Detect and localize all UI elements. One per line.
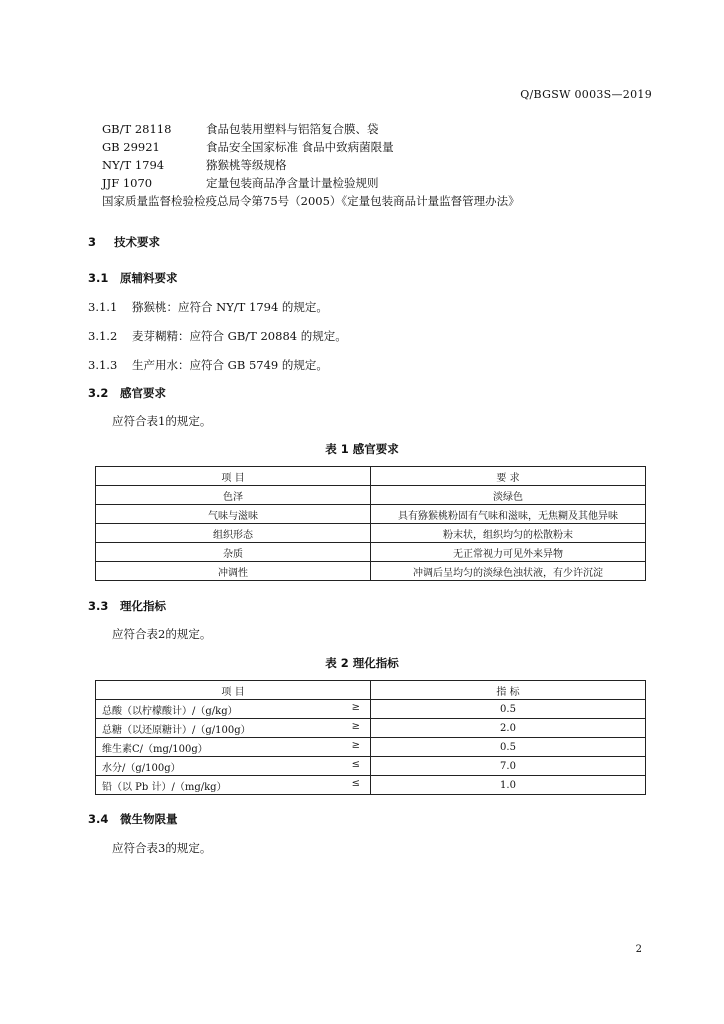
item-name: 水分/（g/100g） — [102, 762, 181, 774]
section-title: 原辅料要求 — [120, 271, 178, 285]
section-title: 微生物限量 — [120, 812, 178, 826]
comparison-operator: ≤ — [351, 778, 360, 789]
table-cell-value: 0.5 — [371, 700, 646, 719]
table-cell-requirement: 淡绿色 — [371, 486, 646, 505]
item-name: 总酸（以柠檬酸计）/（g/kg） — [102, 705, 238, 717]
table-cell-item — [96, 700, 371, 719]
physicochemical-indicators-table — [95, 680, 646, 795]
reference-code: GB 29921 — [102, 140, 160, 154]
reference-title: 食品包装用塑料与铝箔复合膜、袋 — [206, 122, 379, 136]
table-cell-item: 气味与滋味 — [96, 505, 371, 524]
table-row — [96, 486, 646, 505]
table-header-row — [96, 681, 646, 700]
clause-number: 3.1.1 — [88, 300, 118, 314]
section-heading-3 — [88, 234, 160, 250]
table-cell-value: 1.0 — [371, 776, 646, 795]
section-title: 感官要求 — [120, 386, 166, 400]
reference-title: 食品安全国家标准 食品中致病菌限量 — [206, 140, 394, 154]
table-cell-requirement: 无正常视力可见外来异物 — [371, 543, 646, 562]
item-name: 维生素C/（mg/100g） — [102, 743, 208, 755]
section-heading-3-4 — [88, 811, 178, 827]
reference-title: 猕猴桃等级规格 — [206, 158, 287, 172]
table-cell-requirement: 冲调后呈均匀的淡绿色浊状液，有少许沉淀 — [371, 562, 646, 581]
reference-regulation: 国家质量监督检验检疫总局令第75号（2005）《定量包装商品计量监督管理办法》 — [102, 194, 520, 208]
page-number: 2 — [635, 944, 642, 955]
reference-code: GB/T 28118 — [102, 122, 172, 136]
section-number: 3 — [88, 235, 97, 249]
section-3-2-text: 应符合表1的规定。 — [112, 414, 212, 428]
comparison-operator: ≥ — [351, 702, 360, 713]
section-number: 3.2 — [88, 386, 109, 400]
table-cell-item — [96, 757, 371, 776]
section-number: 3.4 — [88, 812, 109, 826]
sensory-requirements-table — [95, 466, 646, 581]
table-row — [96, 505, 646, 524]
table-2-caption: 表 2 理化指标 — [325, 656, 399, 670]
item-name: 铅（以 Pb 计）/（mg/kg） — [102, 781, 227, 793]
section-3-4-text: 应符合表3的规定。 — [112, 841, 212, 855]
reference-list — [102, 120, 394, 192]
table-row — [96, 776, 646, 795]
table-cell-requirement: 具有猕猴桃粉固有气味和滋味，无焦糊及其他异味 — [371, 505, 646, 524]
table-cell-item: 组织形态 — [96, 524, 371, 543]
table-cell-item: 杂质 — [96, 543, 371, 562]
clause-3-1-1 — [88, 299, 328, 315]
section-number: 3.3 — [88, 599, 109, 613]
table-row — [96, 738, 646, 757]
comparison-operator: ≤ — [351, 759, 360, 770]
table-row — [96, 757, 646, 776]
reference-item — [102, 156, 394, 174]
comparison-operator: ≥ — [351, 721, 360, 732]
comparison-operator: ≥ — [351, 740, 360, 751]
table-cell-item: 色泽 — [96, 486, 371, 505]
section-3-3-text: 应符合表2的规定。 — [112, 627, 212, 641]
clause-3-1-3 — [88, 357, 328, 373]
clause-text: 麦芽糊精：应符合 GB/T 20884 的规定。 — [132, 329, 347, 343]
item-name: 总糖（以还原糖计）/（g/100g） — [102, 724, 251, 736]
clause-number: 3.1.3 — [88, 358, 118, 372]
reference-code: NY/T 1794 — [102, 158, 165, 172]
section-heading-3-1 — [88, 270, 178, 286]
table-row — [96, 543, 646, 562]
table-cell-item — [96, 776, 371, 795]
section-title: 理化指标 — [120, 599, 166, 613]
table-cell-item — [96, 738, 371, 757]
section-heading-3-2 — [88, 385, 166, 401]
section-title: 技术要求 — [114, 235, 160, 249]
table-cell-value: 2.0 — [371, 719, 646, 738]
column-header-indicator: 指 标 — [371, 681, 646, 700]
reference-title: 定量包装商品净含量计量检验规则 — [206, 176, 379, 190]
table-cell-item — [96, 719, 371, 738]
table-cell-value: 0.5 — [371, 738, 646, 757]
table-cell-item: 冲调性 — [96, 562, 371, 581]
section-number: 3.1 — [88, 271, 109, 285]
table-row — [96, 524, 646, 543]
table-row — [96, 562, 646, 581]
reference-item — [102, 120, 394, 138]
document-code: Q/BGSW 0003S—2019 — [520, 88, 652, 101]
table-header-row — [96, 467, 646, 486]
column-header-requirement: 要 求 — [371, 467, 646, 486]
column-header-item: 项 目 — [96, 681, 371, 700]
clause-3-1-2 — [88, 328, 347, 344]
table-cell-requirement: 粉末状，组织均匀的松散粉末 — [371, 524, 646, 543]
table-row — [96, 719, 646, 738]
section-heading-3-3 — [88, 598, 166, 614]
column-header-item: 项 目 — [96, 467, 371, 486]
reference-item — [102, 138, 394, 156]
reference-code: JJF 1070 — [102, 176, 153, 190]
table-1-caption: 表 1 感官要求 — [325, 442, 399, 456]
clause-text: 生产用水：应符合 GB 5749 的规定。 — [132, 358, 328, 372]
table-row — [96, 700, 646, 719]
table-cell-value: 7.0 — [371, 757, 646, 776]
clause-text: 猕猴桃：应符合 NY/T 1794 的规定。 — [132, 300, 328, 314]
reference-item — [102, 174, 394, 192]
clause-number: 3.1.2 — [88, 329, 118, 343]
